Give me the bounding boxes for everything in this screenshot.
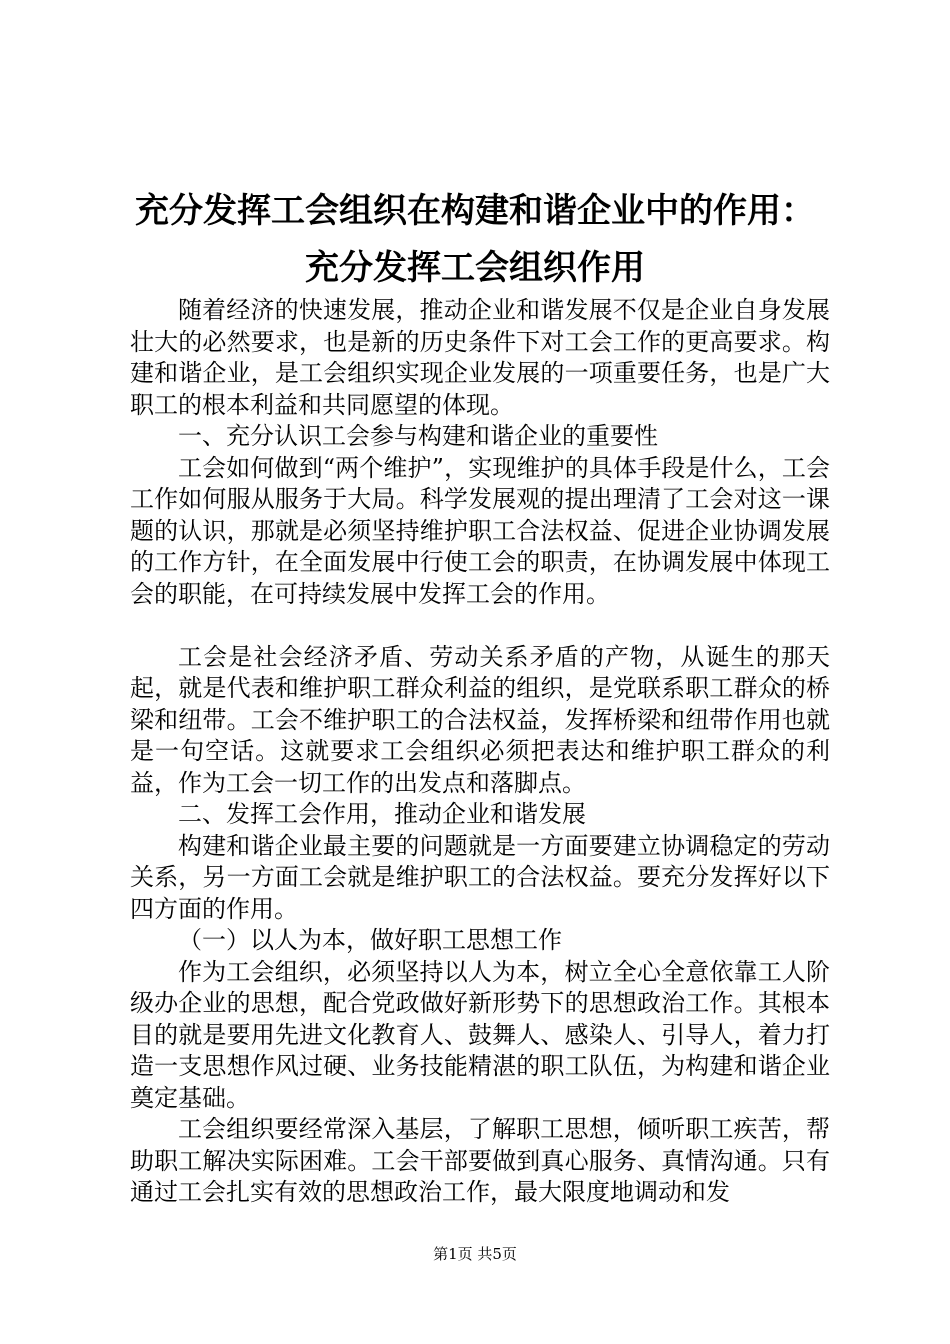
paragraph: 作为工会组织，必须坚持以人为本，树立全心全意依靠工人阶级办企业的思想，配合党政做好新形势下的思想政治工作。其根本目的就是要用先进文化教育人、鼓舞人、感染人、引导人，着力打造一支思想作风过硬、业务技能精湛的职工队伍，为构建和谐企业奠定基础。 [130,957,830,1112]
document-body [130,295,830,1209]
paragraph: 工会是社会经济矛盾、劳动关系矛盾的产物，从诞生的那天起，就是代表和维护职工群众利益的组织，是党联系职工群众的桥梁和纽带。工会不维护职工的合法权益，发挥桥梁和纽带作用也就是一句空话。这就要求工会组织必须把表达和维护职工群众的利益，作为工会一切工作的出发点和落脚点。 [130,642,830,797]
blank-line [130,610,830,642]
document-title-line-2: 充分发挥工会组织作用 [305,248,645,288]
document-title-line-1: 充分发挥工会组织在构建和谐企业中的作用： [135,191,815,231]
paragraph: 构建和谐企业最主要的问题就是一方面要建立协调稳定的劳动关系，另一方面工会就是维护职工的合法权益。要充分发挥好以下四方面的作用。 [130,831,830,923]
paragraph: 工会组织要经常深入基层，了解职工思想，倾听职工疾苦，帮助职工解决实际困难。工会干部要做到真心服务、真情沟通。只有通过工会扎实有效的思想政治工作，最大限度地调动和发 [130,1115,830,1206]
subsection-heading-1: （一）以人为本，做好职工思想工作 [178,926,562,954]
paragraph: 工会如何做到“两个维护”，实现维护的具体手段是什么，工会工作如何服从服务于大局。科学发展观的提出理清了工会对这一课题的认识，那就是必须坚持维护职工合法权益、促进企业协调发展的工作方针，在全面发展中行使工会的职责，在协调发展中体现工会的职能，在可持续发展中发挥工会的作用。 [130,453,830,608]
page-footer: 第1页 共5页 [433,1245,517,1263]
paragraph-intro: 随着经济的快速发展，推动企业和谐发展不仅是企业自身发展壮大的必然要求，也是新的历史条件下对工会工作的更高要求。构建和谐企业，是工会组织实现企业发展的一项重要任务，也是广大职工的根本利益和共同愿望的体现。 [130,296,830,419]
section-heading-1: 一、充分认识工会参与构建和谐企业的重要性 [178,422,658,450]
section-heading-2: 二、发挥工会作用，推动企业和谐发展 [178,800,586,828]
